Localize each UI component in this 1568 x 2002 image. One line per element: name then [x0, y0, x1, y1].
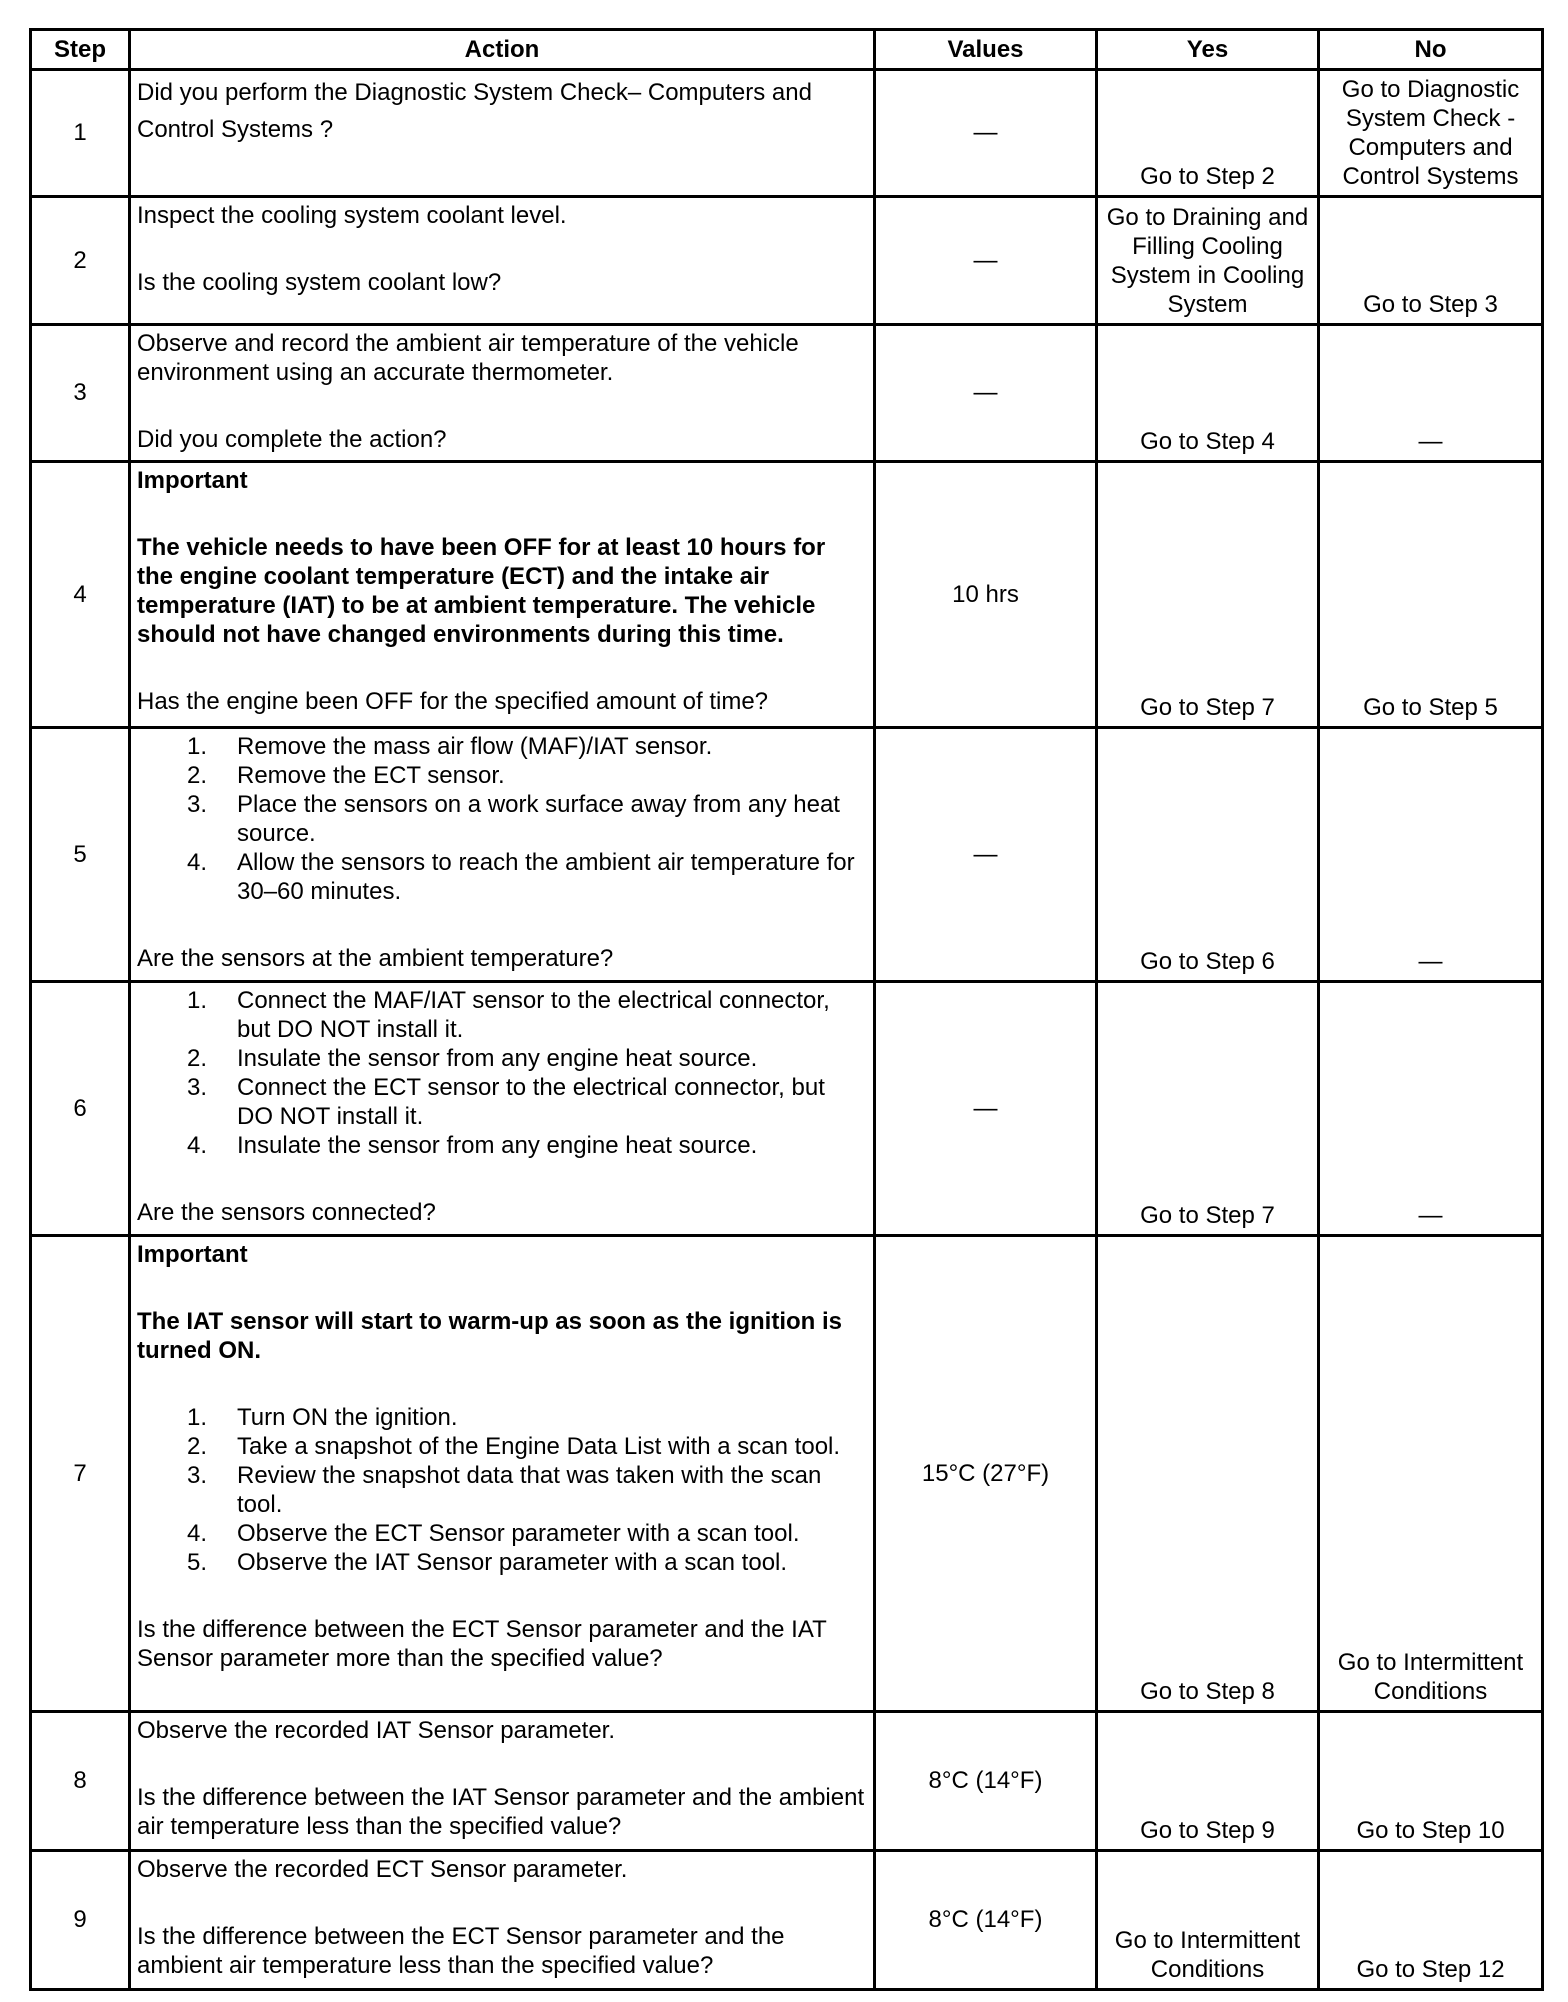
spacer — [137, 1884, 865, 1922]
action-cell — [130, 462, 875, 728]
spacer — [137, 649, 865, 687]
table-row — [31, 1236, 1543, 1712]
values-cell: — — [875, 70, 1097, 197]
table-row — [31, 197, 1543, 325]
yes-link[interactable]: Go to Step 2 — [1097, 70, 1319, 197]
important-heading: Important — [137, 1241, 248, 1268]
header-values: Values — [875, 30, 1097, 70]
list-number: 1. — [187, 1404, 208, 1431]
action-cell — [130, 1851, 875, 1990]
action-question: Is the difference between the ECT Sensor parameter and the ambient air temperature less than the specified value? — [137, 1923, 785, 1979]
table-row — [31, 1712, 1543, 1851]
action-question: Is the difference between the ECT Sensor parameter and the IAT Sensor parameter more than the specified value? — [137, 1616, 827, 1672]
action-question: Are the sensors connected? — [137, 1199, 436, 1226]
list-item — [187, 986, 865, 1044]
table-row — [31, 70, 1543, 197]
table-row — [31, 325, 1543, 462]
no-link[interactable]: Go to Diagnostic System Check - Computers and Control Systems — [1319, 70, 1543, 197]
yes-link[interactable]: Go to Step 6 — [1097, 728, 1319, 982]
values-cell: — — [875, 325, 1097, 462]
diagnostic-table — [29, 28, 1544, 1991]
spacer — [137, 1160, 865, 1198]
spacer — [137, 230, 865, 268]
action-text: Observe and record the ambient air temperature of the vehicle environment using an accurate thermometer. — [137, 330, 799, 386]
action-question: Did you complete the action? — [137, 426, 447, 453]
list-item — [187, 1044, 865, 1073]
spacer — [137, 1745, 865, 1783]
values-cell: — — [875, 197, 1097, 325]
spacer — [137, 1269, 865, 1307]
action-text: Did you perform the Diagnostic System Check– Computers and — [137, 79, 812, 106]
list-number: 5. — [187, 1549, 208, 1576]
step-number: 6 — [31, 982, 130, 1236]
action-question: Are the sensors at the ambient temperature? — [137, 945, 614, 972]
list-text: Place the sensors on a work surface away from any heat source. — [237, 791, 840, 847]
list-item — [187, 1519, 865, 1548]
numbered-list — [137, 732, 865, 906]
list-number: 2. — [187, 762, 208, 789]
table-row — [31, 1851, 1543, 1990]
action-cell — [130, 1712, 875, 1851]
list-number: 2. — [187, 1433, 208, 1460]
no-link: — — [1319, 728, 1543, 982]
numbered-list — [137, 986, 865, 1160]
table-row — [31, 462, 1543, 728]
important-heading: Important — [137, 467, 248, 494]
list-number: 4. — [187, 1520, 208, 1547]
values-cell: 8°C (14°F) — [875, 1851, 1097, 1990]
action-cell — [130, 728, 875, 982]
action-cell — [130, 1236, 875, 1712]
list-item — [187, 761, 865, 790]
spacer — [137, 387, 865, 425]
spacer — [137, 1365, 865, 1403]
list-item — [187, 1073, 865, 1131]
step-number: 3 — [31, 325, 130, 462]
important-text: The vehicle needs to have been OFF for at least 10 hours for the engine coolant temperature (ECT) and the intake air temperature (IAT) to be at ambient temperature. The vehicle should not have changed environments during this time. — [137, 534, 826, 648]
numbered-list — [137, 1403, 865, 1577]
values-cell: 8°C (14°F) — [875, 1712, 1097, 1851]
values-cell: 10 hrs — [875, 462, 1097, 728]
list-text: Insulate the sensor from any engine heat source. — [237, 1045, 758, 1072]
list-item — [187, 1403, 865, 1432]
spacer — [137, 495, 865, 533]
yes-link[interactable]: Go to Intermittent Conditions — [1097, 1851, 1319, 1990]
header-no: No — [1319, 30, 1543, 70]
list-number: 2. — [187, 1045, 208, 1072]
action-text: Observe the recorded ECT Sensor parameter. — [137, 1856, 628, 1883]
step-number: 9 — [31, 1851, 130, 1990]
no-link[interactable]: Go to Step 12 — [1319, 1851, 1543, 1990]
spacer — [137, 906, 865, 944]
no-link: — — [1319, 982, 1543, 1236]
header-step: Step — [31, 30, 130, 70]
step-number: 7 — [31, 1236, 130, 1712]
diagnostic-table-page — [29, 28, 1541, 1991]
action-cell — [130, 70, 875, 197]
list-number: 3. — [187, 1462, 208, 1489]
no-link[interactable]: Go to Step 10 — [1319, 1712, 1543, 1851]
action-text: Observe the recorded IAT Sensor parameter. — [137, 1717, 616, 1744]
action-question: Is the cooling system coolant low? — [137, 269, 502, 296]
list-text: Review the snapshot data that was taken with the scan tool. — [237, 1462, 822, 1518]
yes-link[interactable]: Go to Step 8 — [1097, 1236, 1319, 1712]
list-text: Connect the ECT sensor to the electrical connector, but DO NOT install it. — [237, 1074, 825, 1130]
list-text: Insulate the sensor from any engine heat source. — [237, 1132, 758, 1159]
table-row — [31, 982, 1543, 1236]
list-text: Take a snapshot of the Engine Data List with a scan tool. — [237, 1433, 841, 1460]
header-yes: Yes — [1097, 30, 1319, 70]
step-number: 8 — [31, 1712, 130, 1851]
list-number: 3. — [187, 1074, 208, 1101]
action-text: Control Systems ? — [137, 116, 334, 143]
action-cell — [130, 982, 875, 1236]
header-action: Action — [130, 30, 875, 70]
spacer — [137, 1577, 865, 1615]
list-item — [187, 848, 865, 906]
table-row — [31, 728, 1543, 982]
action-question: Has the engine been OFF for the specified amount of time? — [137, 688, 769, 715]
yes-link[interactable]: Go to Step 4 — [1097, 325, 1319, 462]
no-link[interactable]: Go to Intermittent Conditions — [1319, 1236, 1543, 1712]
step-number: 4 — [31, 462, 130, 728]
list-number: 1. — [187, 987, 208, 1014]
action-text: Inspect the cooling system coolant level. — [137, 202, 567, 229]
values-cell: 15°C (27°F) — [875, 1236, 1097, 1712]
list-text: Turn ON the ignition. — [237, 1404, 458, 1431]
yes-link[interactable]: Go to Step 7 — [1097, 462, 1319, 728]
no-link[interactable]: Go to Step 3 — [1319, 197, 1543, 325]
action-cell — [130, 325, 875, 462]
list-item — [187, 790, 865, 848]
step-number: 1 — [31, 70, 130, 197]
action-cell — [130, 197, 875, 325]
list-item — [187, 732, 865, 761]
action-question: Is the difference between the IAT Sensor parameter and the ambient air temperature less than the specified value? — [137, 1784, 865, 1840]
list-item — [187, 1461, 865, 1519]
values-cell: — — [875, 728, 1097, 982]
list-text: Observe the ECT Sensor parameter with a scan tool. — [237, 1520, 800, 1547]
step-number: 5 — [31, 728, 130, 982]
list-number: 1. — [187, 733, 208, 760]
values-cell: — — [875, 982, 1097, 1236]
list-number: 3. — [187, 791, 208, 818]
list-text: Observe the IAT Sensor parameter with a scan tool. — [237, 1549, 788, 1576]
no-link: — — [1319, 325, 1543, 462]
list-text: Connect the MAF/IAT sensor to the electrical connector, but DO NOT install it. — [237, 987, 830, 1043]
list-text: Allow the sensors to reach the ambient air temperature for 30–60 minutes. — [237, 849, 855, 905]
list-item — [187, 1131, 865, 1160]
yes-link[interactable]: Go to Step 7 — [1097, 982, 1319, 1236]
no-link[interactable]: Go to Step 5 — [1319, 462, 1543, 728]
list-text: Remove the ECT sensor. — [237, 762, 505, 789]
list-text: Remove the mass air flow (MAF)/IAT sensor. — [237, 733, 713, 760]
header-row — [31, 30, 1543, 70]
yes-link[interactable]: Go to Draining and Filling Cooling System in Cooling System — [1097, 197, 1319, 325]
list-number: 4. — [187, 1132, 208, 1159]
yes-link[interactable]: Go to Step 9 — [1097, 1712, 1319, 1851]
step-number: 2 — [31, 197, 130, 325]
list-item — [187, 1432, 865, 1461]
important-text: The IAT sensor will start to warm-up as soon as the ignition is turned ON. — [137, 1308, 842, 1364]
list-item — [187, 1548, 865, 1577]
list-number: 4. — [187, 849, 208, 876]
